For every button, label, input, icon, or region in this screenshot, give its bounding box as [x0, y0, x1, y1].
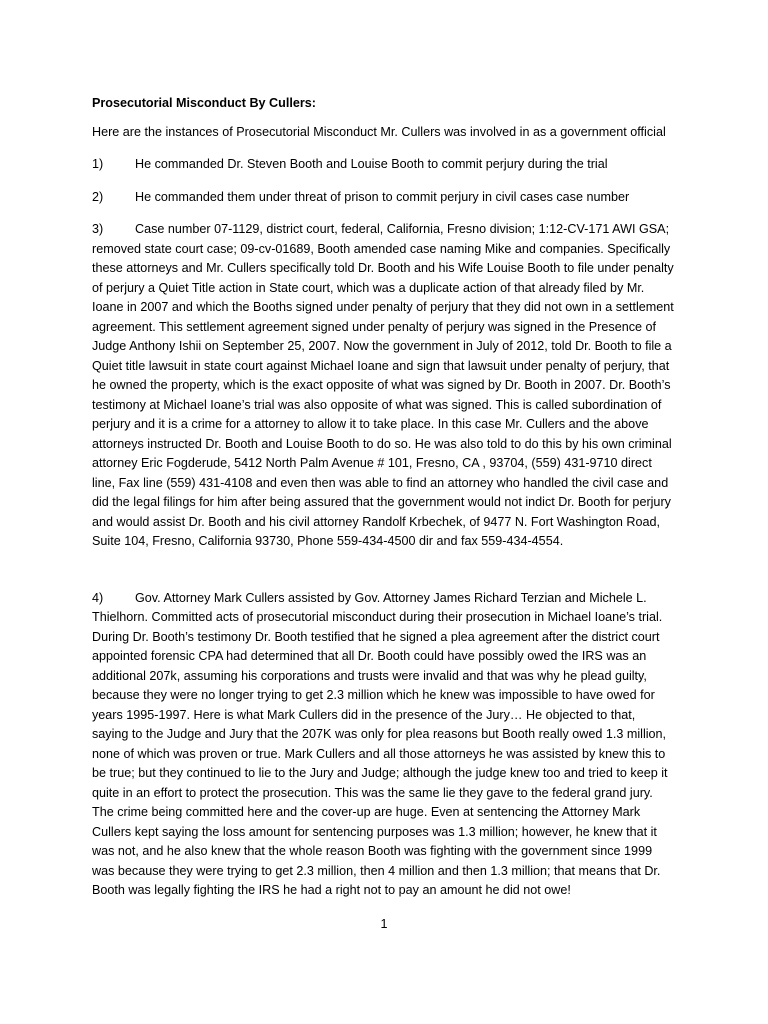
list-item-1 [92, 155, 674, 175]
list-item-number: 1) [92, 157, 104, 171]
document-body [92, 94, 674, 901]
list-item-4 [92, 589, 674, 901]
list-item-text: Case number 07-1129, district court, federal, California, Fresno division; 1:12-CV-171 AWI GSA; removed state court case; 09-cv-01689, Booth amended case naming Mike and companies. Specifically these attorneys and Mr. Cullers specifically told Dr. Booth and his Wife Louise Booth to file under penalty of perjury a Quiet Title action in State court, which was a duplicate action of that already filed by Mr. Ioane in 2007 and which the Booths signed under penalty of perjury that they did not own in a settlement agreement. This settlement agreement signed under penalty of perjury was signed in the Presence of Judge Anthony Ishii on September 25, 2007. Now the government in July of 2012, told Dr. Booth to file a Quiet title lawsuit in state court against Michael Ioane and sign that lawsuit under penalty of perjury, that he owned the property, which is the exact opposite of what was signed by Dr. Booth in 2007. Dr. Booth’s testimony at Michael Ioane’s trial was also opposite of what was signed. This is called subordination of perjury and it is a crime for a attorney to allow it to take place. In this case Mr. Cullers and the above attorneys instructed Dr. Booth and Louise Booth to do so. He was also told to do this by his own criminal attorney Eric Fogderude, 5412 North Palm Avenue # 101, Fresno, CA , 93704, (559) 431-9710 direct line, Fax line (559) 431-4108 and even then was able to find an attorney who handled the civil case and did the legal filings for him after being assured that the government would not indict Dr. Booth for perjury and would assist Dr. Booth and his civil attorney Randolf Krbechek, of 9477 N. Fort Washington Road, Suite 104, Fresno, California 93730, Phone 559-434-4500 dir and fax 559-434-4554. [92, 222, 674, 548]
list-item-number: 2) [92, 189, 104, 204]
list-item-text: Gov. Attorney Mark Cullers assisted by Gov. Attorney James Richard Terzian and Michele L. Thielhorn. Committed acts of prosecutorial misconduct during their prosecution in Michael Ioane’s trial. During Dr. Booth’s testimony Dr. Booth testified that he signed a plea agreement after the district court appointed forensic CPA had determined that all Dr. Booth could have possibly owed the IRS was an additional 207k, assuming his corporations and trusts were invalid and that was why he plead guilty, because they were no longer trying to get 2.3 million which he knew was impossible to have owed for years 1995-1997. Here is what Mark Cullers did in the presence of the Jury… He objected to that, saying to the Judge and Jury that the 207K was only for plea reasons but Booth really owed 1.3 million, none of which was proven or true. Mark Cullers and all those attorneys he was assisted by knew this to be true; but they continued to lie to the Jury and Judge; although the judge knew too and tried to keep it quite in an effort to protect the prosecution. This was the same lie they gave to the federal grand jury. The crime being committed here and the cover-up are huge. Even at sentencing the Attorney Mark Cullers kept saying the loss amount for sentencing purposes was 1.3 million; however, he knew that it was not, and he also knew that the whole reason Booth was fighting with the government since 1999 was because they were trying to get 2.3 million, then 4 million and then 1.3 million; that means that Dr. Booth was legally fighting the IRS he had a right not to pay an amount he did not owe! [92, 590, 668, 897]
list-item-number: 3) [92, 222, 104, 236]
list-item-text: He commanded Dr. Steven Booth and Louise Booth to commit perjury during the trial [135, 157, 608, 171]
intro-paragraph: Here are the instances of Prosecutorial Misconduct Mr. Cullers was involved in as a government official [92, 124, 666, 139]
document-title: Prosecutorial Misconduct By Cullers: [92, 96, 316, 110]
list-item-2 [92, 188, 674, 208]
list-item-number: 4) [92, 590, 104, 605]
list-item-text: He commanded them under threat of prison to commit perjury in civil cases case number [135, 189, 630, 204]
page-number: 1 [380, 917, 388, 931]
list-item-3 [92, 220, 674, 552]
